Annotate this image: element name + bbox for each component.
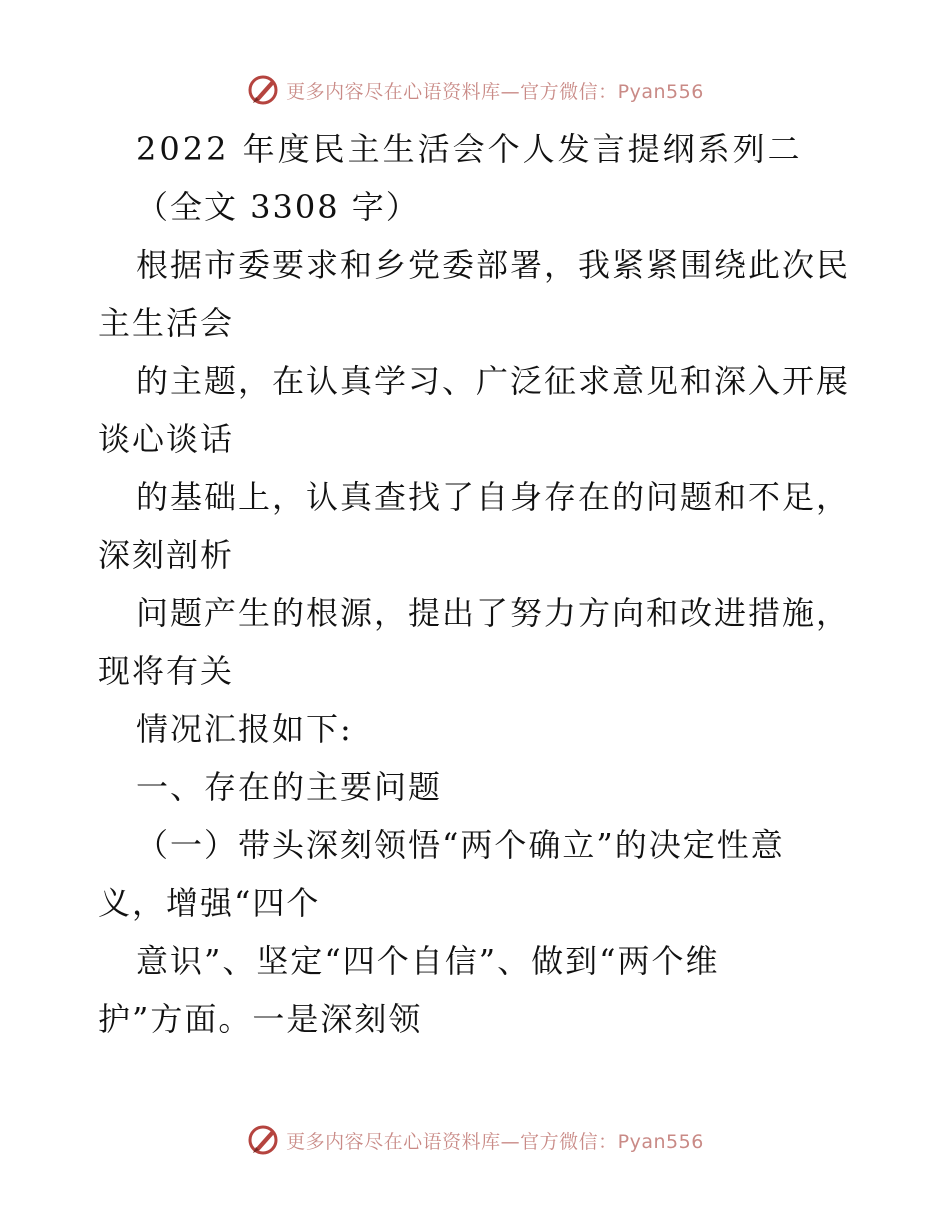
paragraph-line: 护”方面。一是深刻领	[98, 1000, 423, 1038]
paragraph-line: 谈心谈话	[98, 420, 235, 458]
pen-logo-icon	[246, 1123, 280, 1157]
watermark-text: 更多内容尽在心语资料库—官方微信：Pyan556	[286, 80, 704, 103]
paragraph-line: 现将有关	[98, 652, 235, 690]
watermark-banner-top	[0, 70, 950, 110]
document-body	[98, 120, 858, 1048]
section-heading: 一、存在的主要问题	[136, 768, 443, 806]
paragraph-line: 根据市委要求和乡党委部署，我紧紧围绕此次民	[136, 246, 851, 284]
watermark-banner-bottom	[0, 1120, 950, 1160]
paragraph-line: 意识”、坚定“四个自信”、做到“两个维	[136, 942, 720, 980]
document-title: 2022 年度民主生活会个人发言提纲系列二	[136, 130, 803, 168]
paragraph-line: 义，增强“四个	[98, 884, 321, 922]
subsection-heading-line: （一）带头深刻领悟“两个确立”的决定性意	[136, 826, 785, 864]
paragraph-line: 的主题，在认真学习、广泛征求意见和深入开展	[136, 362, 851, 400]
document-subtitle: （全文 3308 字）	[136, 188, 420, 226]
paragraph-line: 的基础上，认真查找了自身存在的问题和不足，	[136, 478, 851, 516]
paragraph-line: 问题产生的根源，提出了努力方向和改进措施，	[136, 594, 851, 632]
pen-logo-icon	[246, 73, 280, 107]
watermark-text: 更多内容尽在心语资料库—官方微信：Pyan556	[286, 1130, 704, 1153]
paragraph-line: 主生活会	[98, 304, 235, 342]
paragraph-line: 深刻剖析	[98, 536, 235, 574]
paragraph-line: 情况汇报如下:	[136, 710, 353, 748]
